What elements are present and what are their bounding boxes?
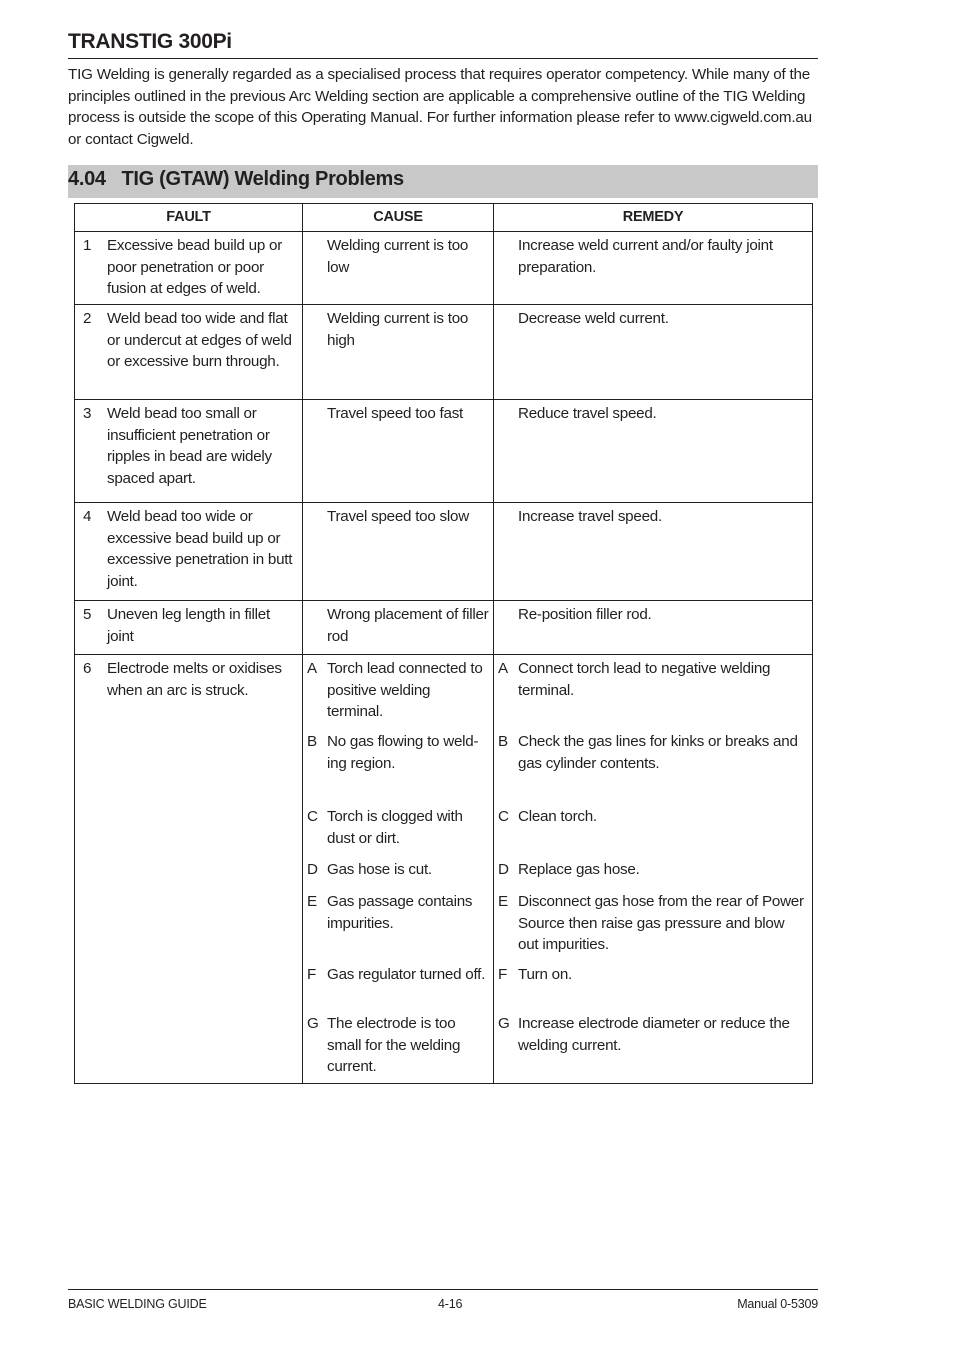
list-item [494, 1010, 812, 1070]
list-item [75, 655, 302, 701]
item-text: Torch lead connected to positive welding terminal. [327, 660, 483, 720]
list-item [303, 888, 493, 961]
item-text: Excessive bead build up or poor penetration or poor fusion at edges of weld. [107, 237, 283, 297]
list-item [303, 728, 493, 803]
item-label [494, 235, 518, 278]
footer-right: Manual 0-5309 [737, 1297, 818, 1311]
item-label: A [307, 660, 317, 677]
list-item [303, 655, 493, 728]
header-cause: CAUSE [303, 204, 494, 232]
item-text: Uneven leg length in fillet joint [107, 606, 270, 645]
item-text: The electrode is too small for the welding current. [327, 1015, 461, 1075]
list-item [494, 232, 812, 278]
item-text: Clean torch. [518, 808, 597, 825]
table-row [75, 601, 813, 655]
item-text: Welding current is too low [327, 237, 469, 276]
remedy-cell [494, 400, 813, 503]
item-text: Gas hose is cut. [327, 861, 432, 878]
item-label: G [498, 1015, 510, 1032]
table-header-row [75, 204, 813, 232]
table-row [75, 503, 813, 601]
list-item [303, 305, 493, 351]
list-item [75, 400, 302, 489]
item-text: Electrode melts or oxidises when an arc is struck. [107, 660, 282, 699]
item-label [303, 506, 327, 528]
item-label: C [307, 808, 318, 825]
item-text: Decrease weld current. [518, 310, 669, 327]
list-item [303, 1010, 493, 1078]
footer-divider [68, 1289, 818, 1290]
fault-cell [75, 305, 303, 400]
list-item [494, 961, 812, 1010]
cause-cell [303, 601, 494, 655]
item-label [303, 308, 327, 351]
list-item [494, 503, 812, 528]
fault-cell [75, 655, 303, 1084]
item-text: Weld bead too wide and flat or undercut at edges of weld or excessive burn through. [107, 310, 292, 370]
table-row [75, 305, 813, 400]
cause-cell [303, 400, 494, 503]
item-label: 4 [83, 508, 92, 525]
cause-cell [303, 503, 494, 601]
cause-cell [303, 232, 494, 305]
item-text: Increase electrode diameter or reduce the welding current. [518, 1015, 790, 1054]
item-text: Increase weld current and/or faulty joint preparation. [518, 237, 773, 276]
list-item [494, 888, 812, 961]
item-text: Weld bead too small or insufficient penetration or ripples in bead are widely spaced apart. [107, 405, 272, 487]
item-label: C [498, 808, 509, 825]
remedy-cell [494, 655, 813, 1084]
remedy-cell [494, 503, 813, 601]
item-text: Turn on. [518, 966, 572, 983]
item-text: Wrong placement of filler rod [327, 606, 489, 645]
list-item [303, 856, 493, 888]
document-title: TRANSTIG 300Pi [68, 30, 818, 59]
intro-paragraph: TIG Welding is generally regarded as a specialised process that requires operator competency. While many of the principles outlined in the previous Arc Welding section are applicable a comprehensive outline of the TIG Welding process is outside the scope of this Operating Manual. For further information please refer to www.cigweld.com.au or contact Cigweld. [68, 66, 812, 148]
remedy-cell [494, 601, 813, 655]
list-item [75, 601, 302, 647]
cause-cell [303, 305, 494, 400]
list-item [303, 400, 493, 425]
item-label: D [498, 861, 509, 878]
item-text: Reduce travel speed. [518, 405, 657, 422]
item-label [303, 235, 327, 278]
list-item [303, 601, 493, 647]
item-text: Replace gas hose. [518, 861, 640, 878]
table-body [75, 232, 813, 1084]
list-item [75, 305, 302, 373]
item-label [303, 604, 327, 647]
list-item [494, 803, 812, 856]
footer-left: BASIC WELDING GUIDE [68, 1297, 207, 1311]
fault-cell [75, 232, 303, 305]
item-text: Connect torch lead to negative welding terminal. [518, 660, 771, 699]
item-text: Gas passage contains impurities. [327, 893, 473, 932]
item-label [494, 403, 518, 425]
section-heading: 4.04 TIG (GTAW) Welding Problems [68, 168, 404, 190]
item-label: D [307, 861, 318, 878]
item-label [303, 403, 327, 425]
list-item [494, 856, 812, 888]
list-item [75, 232, 302, 300]
item-text: No gas flowing to weld-ing region. [327, 733, 479, 772]
item-label: B [498, 733, 508, 750]
list-item [303, 961, 493, 1010]
cause-cell [303, 655, 494, 1084]
fault-cell [75, 400, 303, 503]
item-text: Travel speed too slow [327, 508, 469, 525]
item-label: 3 [83, 405, 92, 422]
table-row [75, 232, 813, 305]
item-label [494, 506, 518, 528]
item-label [494, 604, 518, 626]
item-label: G [307, 1015, 319, 1032]
header-remedy: REMEDY [494, 204, 813, 232]
item-label: E [307, 893, 317, 910]
item-text: Weld bead too wide or excessive bead build up or excessive penetration in butt joint. [107, 508, 293, 590]
item-text: Torch is clogged with dust or dirt. [327, 808, 463, 847]
header-fault: FAULT [75, 204, 303, 232]
item-label: 2 [83, 310, 92, 327]
fault-cell [75, 503, 303, 601]
table-row [75, 655, 813, 1084]
item-text: Re-position filler rod. [518, 606, 652, 623]
fault-cell [75, 601, 303, 655]
item-label: 1 [83, 237, 92, 254]
section-heading-bar [68, 165, 818, 198]
list-item [303, 803, 493, 856]
item-label: 5 [83, 606, 92, 623]
item-text: Check the gas lines for kinks or breaks and gas cylinder contents. [518, 733, 798, 772]
item-label [494, 308, 518, 330]
item-label: B [307, 733, 317, 750]
list-item [494, 601, 812, 626]
item-text: Disconnect gas hose from the rear of Power Source then raise gas pressure and blow out impurities. [518, 893, 804, 953]
item-text: Gas regulator turned off. [327, 966, 486, 983]
item-label: F [307, 966, 317, 983]
item-label: F [498, 966, 508, 983]
item-text: Increase travel speed. [518, 508, 662, 525]
welding-problems-table [74, 203, 813, 1084]
item-label: 6 [83, 660, 92, 677]
remedy-cell [494, 305, 813, 400]
list-item [75, 503, 302, 592]
item-text: Welding current is too high [327, 310, 469, 349]
list-item [303, 232, 493, 278]
list-item [494, 728, 812, 803]
item-text: Travel speed too fast [327, 405, 464, 422]
list-item [494, 400, 812, 425]
table-row [75, 400, 813, 503]
item-label: E [498, 893, 508, 910]
remedy-cell [494, 232, 813, 305]
footer-page-number: 4-16 [438, 1297, 463, 1311]
list-item [494, 305, 812, 330]
item-label: A [498, 660, 508, 677]
list-item [303, 503, 493, 528]
list-item [494, 655, 812, 728]
